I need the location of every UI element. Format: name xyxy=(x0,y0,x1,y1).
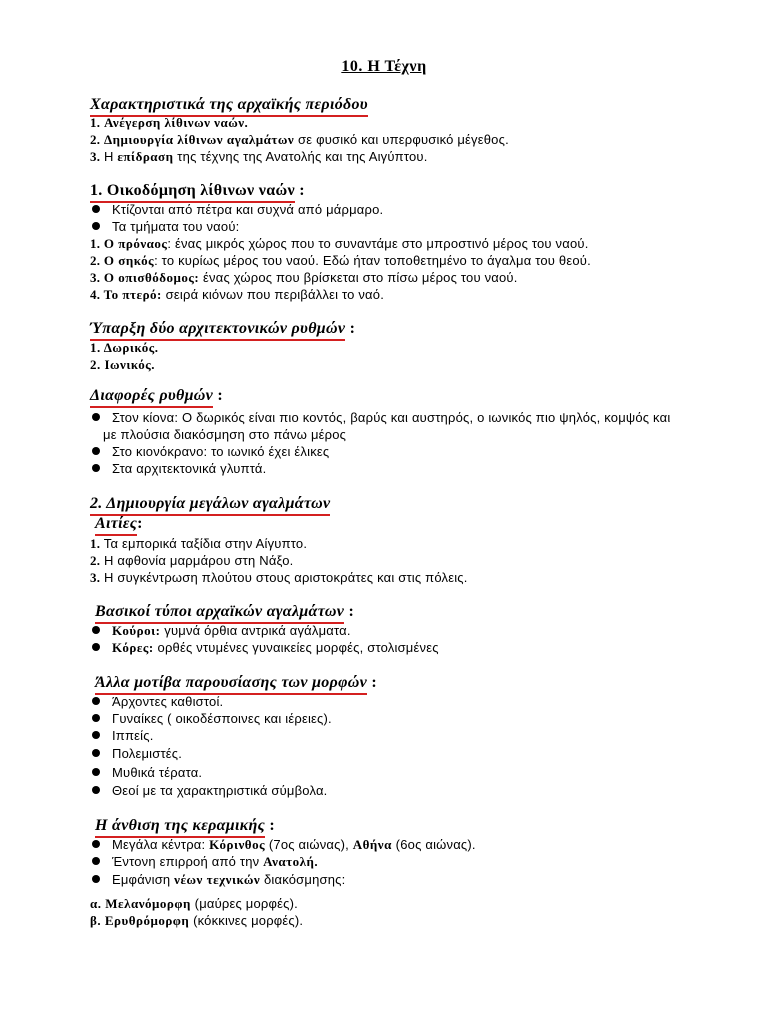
section-subheading-causes: Αιτίες: xyxy=(95,515,143,536)
bullet-icon xyxy=(92,626,100,634)
bullet-icon xyxy=(92,464,100,472)
list-item: 1. Δωρικός. xyxy=(90,340,159,355)
bullet-icon xyxy=(92,768,100,776)
list-item: β. Ερυθρόμορφη (κόκκινες μορφές). xyxy=(90,913,304,928)
bullet-icon xyxy=(92,749,100,757)
page-title: 10. Η Τέχνη xyxy=(341,58,427,75)
list-item: 1. Ανέγερση λίθινων ναών. xyxy=(90,115,249,130)
list-item: 1. Ο πρόναος: ένας μικρός χώρος που το συναντάμε στο μπροστινό μέρος του ναού. xyxy=(90,236,589,251)
list-item: Στο κιονόκρανο: το ιωνικό έχει έλικες xyxy=(90,443,329,460)
bullet-icon xyxy=(92,205,100,213)
section-heading-stone-temples: 1. Οικοδόμηση λίθινων ναών : xyxy=(90,182,305,203)
list-item: Στα αρχιτεκτονικά γλυπτά. xyxy=(90,460,266,477)
bullet-icon xyxy=(92,714,100,722)
list-item: 2. Η αφθονία μαρμάρου στη Νάξο. xyxy=(90,553,294,568)
bullet-icon xyxy=(92,697,100,705)
list-item: Ιππείς. xyxy=(90,727,154,744)
list-item: Κόρες: ορθές ντυμένες γυναικείες μορφές, στολισμένες xyxy=(90,639,439,656)
list-item-continuation: με πλούσια διακόσμηση στο πάνω μέρος xyxy=(103,427,347,442)
bullet-icon xyxy=(92,786,100,794)
bullet-icon xyxy=(92,413,100,421)
list-item: Κτίζονται από πέτρα και συχνά από μάρμαρο. xyxy=(90,201,383,218)
list-item: 4. Το πτερό: σειρά κιόνων που περιβάλλει το ναό. xyxy=(90,287,385,302)
list-item: 1. Τα εμπορικά ταξίδια στην Αίγυπτο. xyxy=(90,536,308,551)
list-item: Εμφάνιση νέων τεχνικών διακόσμησης: xyxy=(90,871,345,888)
list-item: Πολεμιστές. xyxy=(90,745,182,762)
section-heading-archaic-characteristics: Χαρακτηριστικά της αρχαϊκής περιόδου xyxy=(90,96,368,117)
bullet-icon xyxy=(92,447,100,455)
list-item: 3. Η συγκέντρωση πλούτου στους αριστοκράτες και στις πόλεις. xyxy=(90,570,468,585)
list-item: 3. Η επίδραση της τέχνης της Ανατολής και της Αιγύπτου. xyxy=(90,149,428,164)
list-item: Θεοί με τα χαρακτηριστικά σύμβολα. xyxy=(90,782,328,799)
list-item: 2. Δημιουργία λίθινων αγαλμάτων σε φυσικό και υπερφυσικό μέγεθος. xyxy=(90,132,509,147)
section-heading-order-differences: Διαφορές ρυθμών : xyxy=(90,387,223,408)
bullet-icon xyxy=(92,731,100,739)
list-item: Έντονη επιρροή από την Ανατολή. xyxy=(90,853,318,870)
bullet-icon xyxy=(92,875,100,883)
bullet-icon xyxy=(92,840,100,848)
list-item: 2. Ο σηκός: το κυρίως μέρος του ναού. Εδώ ήταν τοποθετημένο το άγαλμα του θεού. xyxy=(90,253,591,268)
list-item: 2. Ιωνικός. xyxy=(90,357,155,372)
bullet-icon xyxy=(92,643,100,651)
list-item: Μυθικά τέρατα. xyxy=(90,764,202,781)
list-item: Γυναίκες ( οικοδέσποινες και ιέρειες). xyxy=(90,710,332,727)
list-item: α. Μελανόμορφη (μαύρες μορφές). xyxy=(90,896,298,911)
section-heading-two-orders: Ύπαρξη δύο αρχιτεκτονικών ρυθμών : xyxy=(90,320,355,341)
list-item: Μεγάλα κέντρα: Κόρινθος (7ος αιώνας), Αθήνα (6ος αιώνας). xyxy=(90,836,476,853)
section-heading-statue-types: Βασικοί τύποι αρχαϊκών αγαλμάτων : xyxy=(95,603,354,624)
list-item: Τα τμήματα του ναού: xyxy=(90,218,239,235)
section-heading-ceramics: Η άνθιση της κεραμικής : xyxy=(95,817,275,838)
list-item: 3. Ο οπισθόδομος: ένας χώρος που βρίσκεται στο πίσω μέρος του ναού. xyxy=(90,270,518,285)
list-item: Στον κίονα: Ο δωρικός είναι πιο κοντός, βαρύς και αυστηρός, ο ιωνικός πιο ψηλός, κομψός και xyxy=(90,409,670,426)
list-item: Άρχοντες καθιστοί. xyxy=(90,693,223,710)
bullet-icon xyxy=(92,857,100,865)
section-heading-large-statues: 2. Δημιουργία μεγάλων αγαλμάτων xyxy=(90,495,330,516)
bullet-icon xyxy=(92,222,100,230)
section-heading-other-motifs: Άλλα μοτίβα παρουσίασης των μορφών : xyxy=(95,674,377,695)
list-item: Κούροι: γυμνά όρθια αντρικά αγάλματα. xyxy=(90,622,351,639)
